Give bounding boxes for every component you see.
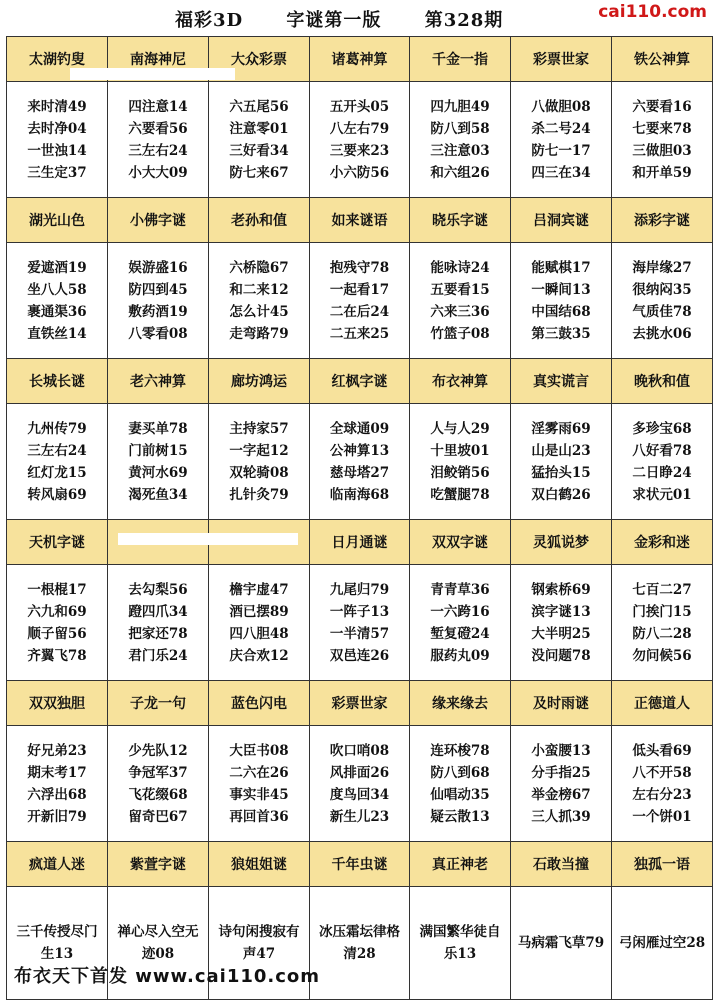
clue-line: 五要看15	[430, 281, 490, 298]
clue-line: 小蛮腰13	[531, 742, 591, 759]
clue-line: 一根棍17	[27, 581, 87, 598]
clue-line: 二日睁24	[632, 464, 692, 481]
clue-line: 八零看08	[128, 325, 188, 342]
clue-cell	[410, 726, 511, 842]
clue-line: 堑复磴24	[430, 625, 490, 642]
clue-cell	[511, 243, 612, 359]
clue-line: 四三在34	[531, 164, 591, 181]
clue-line: 二在后24	[329, 303, 390, 320]
clue-line: 红灯龙15	[27, 464, 87, 481]
header-row	[7, 198, 713, 243]
footer-credit: 布衣天下首发 www.cai110.com	[14, 966, 321, 987]
clue-line: 弓闲雁过空28	[618, 935, 706, 951]
clue-cell	[209, 243, 310, 359]
clue-line: 举金榜67	[531, 786, 591, 803]
clue-line: 一字起12	[229, 442, 289, 459]
clue-line: 能咏诗24	[430, 259, 490, 276]
column-title: 诸葛神算	[310, 37, 410, 82]
column-title: 长城长谜	[7, 359, 108, 404]
clue-cell	[7, 243, 108, 359]
clue-line: 开新旧79	[27, 808, 87, 825]
clue-line: 连环梭78	[430, 742, 490, 759]
column-title: 千金一指	[410, 37, 511, 82]
clue-cell	[612, 726, 713, 842]
clue-line: 门挨门15	[632, 603, 692, 620]
clue-line: 八不开58	[632, 764, 692, 781]
clue-cell	[612, 243, 713, 359]
clue-line: 三好看34	[229, 142, 289, 159]
clue-line: 大半明25	[531, 625, 591, 642]
clue-line: 二五来25	[329, 325, 390, 342]
clue-cell	[511, 82, 612, 198]
clue-cell	[310, 726, 410, 842]
clue-line: 和二来12	[229, 281, 289, 298]
column-title: 双双独胆	[7, 681, 108, 726]
clue-line: 门前树15	[128, 442, 188, 459]
clue-cell	[612, 404, 713, 520]
clue-line: 蹬四爪34	[128, 603, 188, 620]
column-title: 天机字谜	[7, 520, 108, 565]
column-title: 彩票世家	[511, 37, 612, 82]
riddle-grid	[6, 36, 713, 1000]
clue-row	[7, 404, 713, 520]
clue-cell	[209, 726, 310, 842]
column-title: 正德道人	[612, 681, 713, 726]
clue-line: 青青草36	[430, 581, 490, 598]
column-title: 真实谎言	[511, 359, 612, 404]
clue-line: 争冠军37	[128, 764, 188, 781]
clue-line: 八好看78	[632, 442, 692, 459]
clue-cell	[410, 404, 511, 520]
clue-cell	[7, 565, 108, 681]
clue-line: 怎么计45	[229, 303, 289, 320]
clue-line: 六九和69	[27, 603, 87, 620]
clue-line: 吃蟹腿78	[430, 486, 490, 503]
clue-line: 满国繁华徒自乐13	[419, 924, 501, 962]
clue-line: 吹口哨08	[329, 742, 390, 759]
clue-line: 新生儿23	[329, 808, 390, 825]
clue-line: 和六组26	[430, 164, 490, 181]
clue-line: 大臣书08	[229, 742, 289, 759]
clue-line: 双轮骑08	[229, 464, 289, 481]
clue-cell	[310, 565, 410, 681]
clue-line: 左右分23	[632, 786, 692, 803]
clue-line: 去时净04	[27, 120, 87, 137]
clue-cell	[7, 82, 108, 198]
clue-cell	[612, 82, 713, 198]
clue-cell	[511, 404, 612, 520]
clue-line: 防八二28	[632, 625, 692, 642]
clue-cell	[410, 887, 511, 1000]
clue-line: 七要来78	[632, 120, 692, 137]
column-title: 缘来缘去	[410, 681, 511, 726]
clue-line: 诗句闲搜寂有声47	[218, 924, 300, 962]
clue-line: 勿问候56	[632, 647, 692, 664]
clue-line: 低头看69	[632, 742, 692, 759]
clue-line: 八做胆08	[531, 98, 591, 115]
column-title: 南海神尼	[108, 37, 209, 82]
clue-line: 酒已摆89	[229, 603, 289, 620]
clue-cell	[108, 565, 209, 681]
clue-row	[7, 82, 713, 198]
clue-line: 禅心尽入空无迹08	[117, 924, 199, 962]
clue-cell	[612, 565, 713, 681]
clue-cell	[410, 243, 511, 359]
clue-line: 马病霜飞草79	[517, 935, 605, 951]
clue-line: 齐翼飞78	[27, 647, 87, 664]
redaction-bar	[70, 68, 235, 80]
clue-line: 度鸟回34	[329, 786, 390, 803]
clue-line: 分手指25	[531, 764, 591, 781]
column-title: 疯道人迷	[7, 842, 108, 887]
clue-line: 三生定37	[27, 164, 87, 181]
clue-line: 一六跨16	[430, 603, 490, 620]
clue-line: 扎针灸79	[229, 486, 289, 503]
column-title: 红枫字谜	[310, 359, 410, 404]
column-title: 蓝色闪电	[209, 681, 310, 726]
clue-line: 直铁丝14	[27, 325, 87, 342]
clue-line: 四八胆48	[229, 625, 289, 642]
clue-line: 竹篮子08	[430, 325, 490, 342]
column-title: 太湖钓叟	[7, 37, 108, 82]
header-row	[7, 520, 713, 565]
clue-line: 临南海68	[329, 486, 390, 503]
column-title: 及时雨谜	[511, 681, 612, 726]
column-title: 紫萱字谜	[108, 842, 209, 887]
column-title: 小佛字谜	[108, 198, 209, 243]
column-title: 廊坊鸿运	[209, 359, 310, 404]
clue-line: 小大大09	[128, 164, 188, 181]
header-row	[7, 681, 713, 726]
column-title: 子龙一句	[108, 681, 209, 726]
clue-line: 三左右24	[27, 442, 87, 459]
clue-line: 三要来23	[329, 142, 390, 159]
column-title: 铁公神算	[612, 37, 713, 82]
clue-line: 把家还78	[128, 625, 188, 642]
column-title: 晓乐字谜	[410, 198, 511, 243]
column-title: 石敢当撞	[511, 842, 612, 887]
clue-cell	[410, 565, 511, 681]
clue-line: 妻买单78	[128, 420, 188, 437]
clue-line: 一世浊14	[27, 142, 87, 159]
clue-cell	[209, 82, 310, 198]
column-title: 千年虫谜	[310, 842, 410, 887]
clue-line: 转风扇69	[27, 486, 87, 503]
clue-line: 飞花缀68	[128, 786, 188, 803]
clue-line: 双邑连26	[329, 647, 390, 664]
column-title: 大众彩票	[209, 37, 310, 82]
page-header	[0, 0, 719, 34]
clue-line: 仙唱动35	[430, 786, 490, 803]
clue-line: 冰压霜坛律格清28	[319, 924, 400, 962]
clue-line: 第三鼓35	[531, 325, 591, 342]
column-title: 如来谜语	[310, 198, 410, 243]
clue-cell	[612, 887, 713, 1000]
clue-line: 山是山23	[531, 442, 591, 459]
column-title: 彩票世家	[310, 681, 410, 726]
site-logo[interactable]: cai110.com	[598, 2, 707, 22]
clue-line: 六桥隐67	[229, 259, 289, 276]
clue-cell	[108, 726, 209, 842]
column-title: 双双字谜	[410, 520, 511, 565]
clue-line: 一个饼01	[632, 808, 692, 825]
clue-cell	[310, 887, 410, 1000]
clue-line: 求状元01	[632, 486, 692, 503]
clue-cell	[7, 404, 108, 520]
clue-line: 多珍宝68	[632, 420, 692, 437]
clue-line: 一起看17	[329, 281, 390, 298]
clue-line: 渴死鱼34	[128, 486, 188, 503]
clue-cell	[108, 404, 209, 520]
clue-line: 防四到45	[128, 281, 188, 298]
column-title: 金彩和迷	[612, 520, 713, 565]
clue-line: 再回首36	[229, 808, 289, 825]
clue-line: 三左右24	[128, 142, 188, 159]
column-title: 老孙和值	[209, 198, 310, 243]
clue-line: 泪鲛销56	[430, 464, 490, 481]
column-title: 晚秋和值	[612, 359, 713, 404]
clue-line: 八左右79	[329, 120, 390, 137]
clue-line: 主持家57	[229, 420, 289, 437]
clue-line: 六来三36	[430, 303, 490, 320]
clue-line: 气质佳78	[632, 303, 692, 320]
clue-line: 四注意14	[128, 98, 188, 115]
clue-line: 爱遮酒19	[27, 259, 87, 276]
clue-line: 注意零01	[229, 120, 289, 137]
clue-line: 淫雾雨69	[531, 420, 591, 437]
clue-cell	[7, 726, 108, 842]
clue-cell	[511, 887, 612, 1000]
clue-line: 三做胆03	[632, 142, 692, 159]
header-row	[7, 359, 713, 404]
clue-line: 十里坡01	[430, 442, 490, 459]
issue-number: 第328期	[424, 10, 504, 31]
clue-line: 三人抓39	[531, 808, 591, 825]
clue-line: 七百二27	[632, 581, 692, 598]
clue-line: 没问题78	[531, 647, 591, 664]
clue-line: 敷药酒19	[128, 303, 188, 320]
clue-line: 能赋棋17	[531, 259, 591, 276]
clue-line: 疑云散13	[430, 808, 490, 825]
clue-row	[7, 243, 713, 359]
clue-cell	[108, 82, 209, 198]
column-title: 独孤一语	[612, 842, 713, 887]
clue-line: 服药丸09	[430, 647, 490, 664]
clue-line: 顺子留56	[27, 625, 87, 642]
clue-line: 裹通渠36	[27, 303, 87, 320]
clue-line: 钢索桥69	[531, 581, 591, 598]
clue-line: 少先队12	[128, 742, 188, 759]
clue-cell	[310, 404, 410, 520]
clue-line: 中国结68	[531, 303, 591, 320]
redaction-bar	[118, 533, 298, 545]
clue-line: 好兄弟23	[27, 742, 87, 759]
clue-line: 海岸缘27	[632, 259, 692, 276]
clue-line: 和开单59	[632, 164, 692, 181]
clue-line: 防八到58	[430, 120, 490, 137]
clue-cell	[310, 243, 410, 359]
clue-line: 杀二号24	[531, 120, 591, 137]
clue-line: 去挑水06	[632, 325, 692, 342]
clue-line: 九州传79	[27, 420, 87, 437]
clue-line: 去勾梨56	[128, 581, 188, 598]
clue-row	[7, 565, 713, 681]
column-title: 湖光山色	[7, 198, 108, 243]
column-title: 狼姐姐谜	[209, 842, 310, 887]
clue-cell	[209, 565, 310, 681]
clue-line: 君门乐24	[128, 647, 188, 664]
clue-row	[7, 726, 713, 842]
clue-cell	[209, 404, 310, 520]
clue-line: 六五尾56	[229, 98, 289, 115]
clue-line: 九尾归79	[329, 581, 390, 598]
column-title: 日月通谜	[310, 520, 410, 565]
clue-line: 事实非45	[229, 786, 289, 803]
clue-line: 一半清57	[329, 625, 390, 642]
clue-line: 抱残守78	[329, 259, 390, 276]
clue-line: 猛抬头15	[531, 464, 591, 481]
clue-line: 娱游盛16	[128, 259, 188, 276]
page-title	[175, 6, 539, 32]
clue-line: 双白鹤26	[531, 486, 591, 503]
clue-line: 六浮出68	[27, 786, 87, 803]
clue-line: 六要看56	[128, 120, 188, 137]
clue-line: 一瞬间13	[531, 281, 591, 298]
clue-line: 很纳闷35	[632, 281, 692, 298]
clue-line: 三千传授尽门生13	[16, 924, 98, 962]
clue-cell	[108, 243, 209, 359]
clue-line: 全球通09	[329, 420, 390, 437]
column-title: 吕洞宾谜	[511, 198, 612, 243]
column-title: 布衣神算	[410, 359, 511, 404]
clue-line: 檐宇虚47	[229, 581, 289, 598]
clue-line: 小六防56	[329, 164, 390, 181]
clue-line: 六要看16	[632, 98, 692, 115]
clue-line: 防八到68	[430, 764, 490, 781]
column-title: 真正神老	[410, 842, 511, 887]
clue-cell	[410, 82, 511, 198]
header-row	[7, 842, 713, 887]
column-title: 添彩字谜	[612, 198, 713, 243]
clue-line: 防七来67	[229, 164, 289, 181]
clue-line: 四九胆49	[430, 98, 490, 115]
clue-cell	[511, 565, 612, 681]
clue-line: 一阵子13	[329, 603, 390, 620]
clue-line: 走弯路79	[229, 325, 289, 342]
clue-line: 留奇巴67	[128, 808, 188, 825]
clue-line: 坐八人58	[27, 281, 87, 298]
edition-label: 字谜第一版	[286, 10, 382, 31]
clue-line: 防七一17	[531, 142, 591, 159]
clue-line: 二六在26	[229, 764, 289, 781]
column-title: 老六神算	[108, 359, 209, 404]
clue-line: 来时清49	[27, 98, 87, 115]
clue-line: 黄河水69	[128, 464, 188, 481]
column-title: 灵狐说梦	[511, 520, 612, 565]
clue-cell	[511, 726, 612, 842]
clue-line: 慈母塔27	[329, 464, 390, 481]
clue-line: 滨字谜13	[531, 603, 591, 620]
clue-line: 期末考17	[27, 764, 87, 781]
clue-line: 风排面26	[329, 764, 390, 781]
clue-line: 五开头05	[329, 98, 390, 115]
lottery-name: 福彩3D	[175, 10, 244, 31]
clue-line: 人与人29	[430, 420, 490, 437]
clue-line: 公神算13	[329, 442, 390, 459]
clue-line: 三注意03	[430, 142, 490, 159]
clue-cell	[310, 82, 410, 198]
clue-line: 庆合欢12	[229, 647, 289, 664]
